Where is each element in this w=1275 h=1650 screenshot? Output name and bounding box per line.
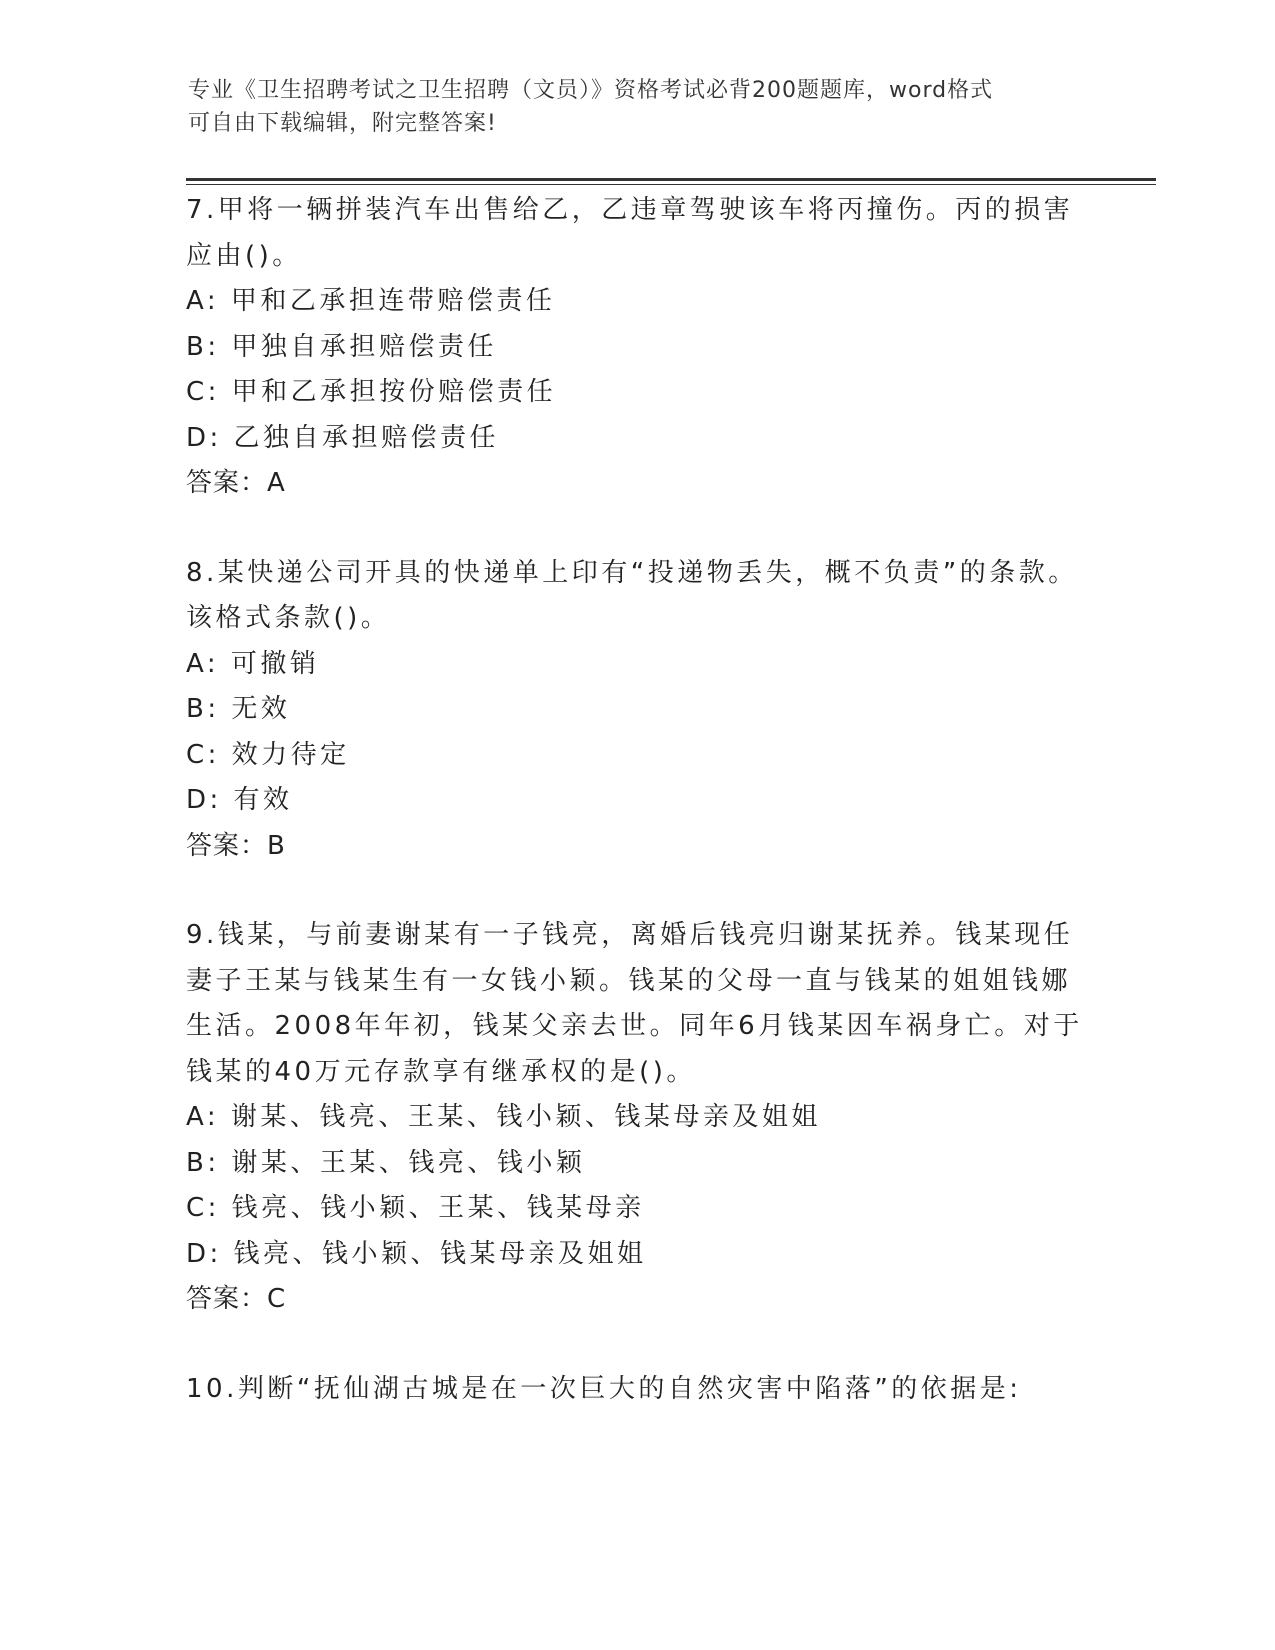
option-a: A: 甲和乙承担连带赔偿责任 [186, 286, 556, 316]
answer: 答案：B [186, 830, 286, 861]
question-list [186, 188, 1086, 1456]
option-d: D: 有效 [186, 785, 293, 815]
option-b: B: 无效 [186, 694, 291, 724]
option-b: B: 甲独自承担赔偿责任 [186, 331, 497, 362]
option-a: A: 谢某、钱亮、王某、钱小颖、钱某母亲及姐姐 [186, 1102, 821, 1132]
header-divider-thin [186, 184, 1156, 185]
option-b: B: 谢某、王某、钱亮、钱小颖 [186, 1147, 586, 1178]
question-stem: 8.某快递公司开具的快递单上印有“投递物丢失，概不负责”的条款。该格式条款()。 [186, 557, 1078, 633]
question-stem: 10.判断“抚仙湖古城是在一次巨大的自然灾害中陷落”的依据是: [186, 1373, 1022, 1404]
header-divider-thick [186, 178, 1156, 181]
question-stem: 9.钱某，与前妻谢某有一子钱亮，离婚后钱亮归谢某抚养。钱某现任妻子王某与钱某生有一女钱小颖。钱某的父母一直与钱某的姐姐钱娜生活。2008年年初，钱某父亲去世。同年6月钱某因车祸身亡。对于钱某的40万元存款享有继承权的是()。 [186, 920, 1083, 1087]
question-9 [186, 913, 1086, 1323]
option-c: C: 甲和乙承担按份赔偿责任 [186, 377, 557, 407]
question-10 [186, 1367, 1086, 1413]
question-7 [186, 188, 1086, 507]
question-stem: 7.甲将一辆拼装汽车出售给乙，乙违章驾驶该车将丙撞伤。丙的损害应由()。 [186, 195, 1074, 271]
option-c: C: 效力待定 [186, 739, 350, 770]
header-line-1: 专业《卫生招聘考试之卫生招聘（文员）》资格考试必背200题题库，word格式 [188, 78, 994, 103]
option-d: D: 乙独自承担赔偿责任 [186, 422, 500, 453]
option-c: C: 钱亮、钱小颖、王某、钱某母亲 [186, 1193, 645, 1223]
option-d: D: 钱亮、钱小颖、钱某母亲及姐姐 [186, 1238, 647, 1269]
answer: 答案：A [186, 468, 286, 498]
document-header [188, 74, 1068, 140]
header-line-2: 可自由下载编辑，附完整答案! [188, 111, 497, 136]
answer: 答案：C [186, 1284, 287, 1314]
option-a: A: 可撤销 [186, 648, 320, 679]
question-8 [186, 551, 1086, 870]
